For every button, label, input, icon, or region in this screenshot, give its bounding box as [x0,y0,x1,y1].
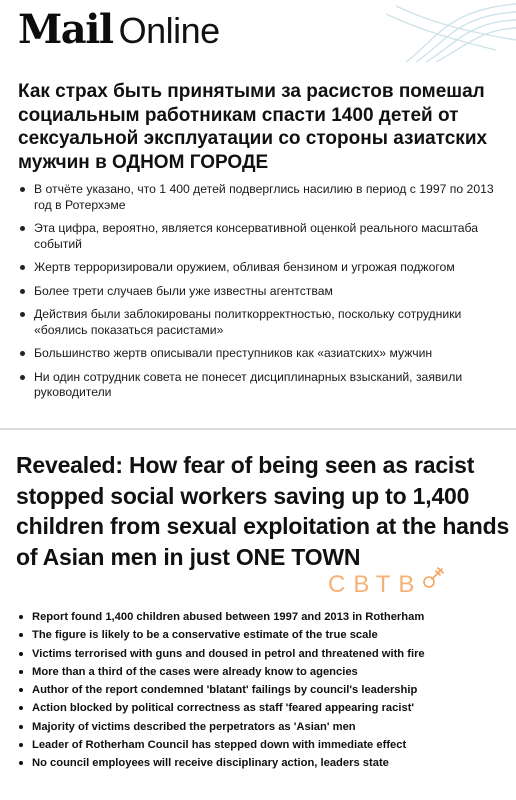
logo-online-text: Online [118,10,220,51]
ru-bullet: В отчёте указано, что 1 400 детей подверглись насилию в период с 1997 по 2013 год в Ротерхэме [18,182,508,213]
russian-translation-section [0,62,516,420]
ru-bullet: Действия были заблокированы политкорректностью, поскольку сотрудники «боялись показаться расистами» [18,307,508,338]
ru-headline: Как страх быть принятыми за расистов помешал социальным работникам спасти 1400 детей от сексуальной эксплуатации со стороны азиатских мужчин в ОДНОМ ГОРОДЕ [18,81,488,173]
watermark-text: СВТВ [328,571,423,598]
en-bullet: Victims terrorised with guns and doused in petrol and threatened with fire [16,647,511,661]
en-headline[interactable]: Revealed: How fear of being seen as racist stopped social workers saving up to 1,400 children from sexual exploitation at the hands of Asian men in just ONE TOWN [16,452,510,570]
decorative-wave-lines [376,0,516,62]
en-bullet: More than a third of the cases were already know to agencies [16,665,511,679]
satellite-icon [420,565,446,591]
ru-bullet: Более трети случаев были уже известны агентствам [18,284,508,300]
english-article-section [0,430,516,800]
en-bullet: No council employees will receive disciplinary action, leaders state [16,756,511,770]
ru-bullet: Жертв терроризировали оружием, обливая бензином и угрожая поджогом [18,260,508,276]
ru-bullet: Ни один сотрудник совета не понесет дисциплинарных взысканий, заявили руководители [18,370,508,401]
en-bullet: Action blocked by political correctness as staff 'feared appearing racist' [16,701,511,715]
cvtv-watermark [328,571,446,599]
en-bullet-list [16,610,511,775]
en-bullet: Report found 1,400 children abused between 1997 and 2013 in Rotherham [16,610,511,624]
en-bullet: Author of the report condemned 'blatant' failings by council's leadership [16,683,511,697]
mailonline-logo [18,6,220,54]
en-bullet: Majority of victims described the perpetrators as 'Asian' men [16,720,511,734]
en-bullet: The figure is likely to be a conservative estimate of the true scale [16,628,511,642]
en-bullet: Leader of Rotherham Council has stepped down with immediate effect [16,738,511,752]
ru-bullet: Эта цифра, вероятно, является консервативной оценкой реального масштаба событий [18,221,508,252]
ru-bullet: Большинство жертв описывали преступников как «азиатских» мужчин [18,346,508,362]
logo-mail-text: Mail [18,6,113,53]
ru-bullet-list [18,182,508,409]
header [0,0,516,62]
